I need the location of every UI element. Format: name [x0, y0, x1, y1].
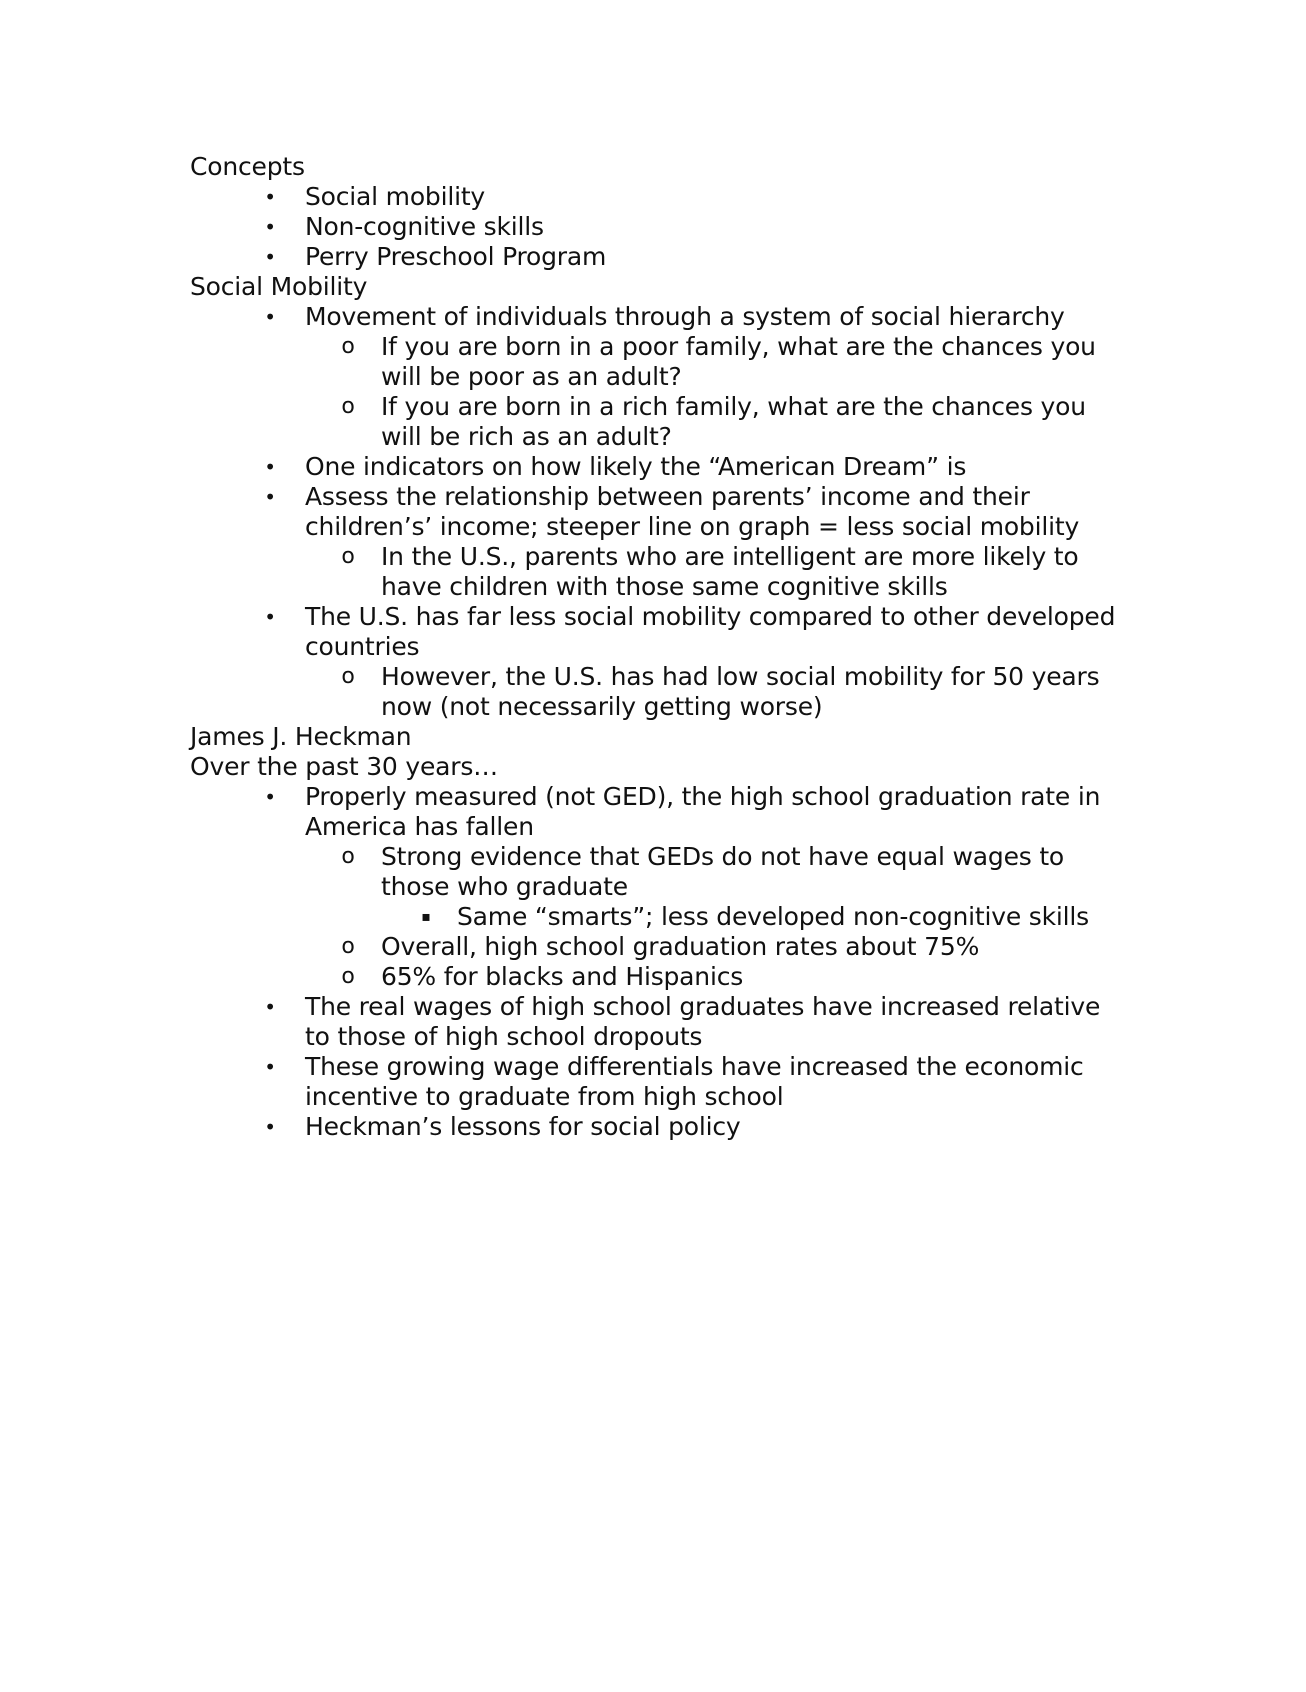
list-item-level-1 — [190, 1112, 1130, 1142]
list-item-text: Overall, high school graduation rates about 75% — [381, 932, 980, 961]
list-item-text: In the U.S., parents who are intelligent are more likely to have children with those same cognitive skills — [381, 542, 1079, 601]
list-item-text: Movement of individuals through a system of social hierarchy — [305, 302, 1065, 331]
list-item-text: Social mobility — [305, 182, 486, 211]
bullet-circle-icon: o — [341, 394, 355, 419]
list-item-level-1 — [190, 302, 1130, 332]
bullet-list — [190, 182, 1130, 272]
list-item-level-1 — [190, 482, 1130, 542]
bullet-circle-icon: o — [341, 334, 355, 359]
bullet-dot-icon: • — [264, 605, 276, 629]
bullet-list — [190, 302, 1130, 722]
list-item-text: Assess the relationship between parents’ income and their children’s’ income; steeper line on graph = less social mobility — [305, 482, 1080, 541]
list-item-text: Properly measured (not GED), the high school graduation rate in America has fallen — [305, 782, 1101, 841]
document-body — [190, 152, 1130, 1142]
bullet-dot-icon: • — [264, 995, 276, 1019]
bullet-dot-icon: • — [264, 455, 276, 479]
list-item-text: One indicators on how likely the “American Dream” is — [305, 452, 967, 481]
section-heading: Social Mobility — [190, 272, 368, 301]
list-item-level-2 — [190, 842, 1130, 902]
list-item-text: The real wages of high school graduates have increased relative to those of high school dropouts — [305, 992, 1101, 1051]
list-item-level-1 — [190, 182, 1130, 212]
bullet-list — [190, 782, 1130, 1142]
bullet-dot-icon: • — [264, 245, 276, 269]
list-item-level-1 — [190, 242, 1130, 272]
list-item-level-2 — [190, 932, 1130, 962]
list-item-level-1 — [190, 452, 1130, 482]
bullet-dot-icon: • — [264, 185, 276, 209]
list-item-text: Perry Preschool Program — [305, 242, 607, 271]
list-item-text: The U.S. has far less social mobility compared to other developed countries — [305, 602, 1116, 661]
bullet-dot-icon: • — [264, 785, 276, 809]
list-item-text: 65% for blacks and Hispanics — [381, 962, 744, 991]
list-item-level-1 — [190, 1052, 1130, 1112]
section-heading: Over the past 30 years… — [190, 752, 498, 781]
list-item-level-3 — [190, 902, 1130, 932]
list-item-level-1 — [190, 992, 1130, 1052]
list-item-level-1 — [190, 212, 1130, 242]
bullet-circle-icon: o — [341, 544, 355, 569]
list-item-level-1 — [190, 602, 1130, 662]
section-heading: Concepts — [190, 152, 305, 181]
list-item-level-2 — [190, 662, 1130, 722]
section-heading: James J. Heckman — [190, 722, 412, 751]
list-item-level-2 — [190, 962, 1130, 992]
bullet-dot-icon: • — [264, 1055, 276, 1079]
bullet-square-icon: ▪ — [421, 909, 431, 925]
bullet-dot-icon: • — [264, 305, 276, 329]
bullet-circle-icon: o — [341, 664, 355, 689]
bullet-dot-icon: • — [264, 1115, 276, 1139]
bullet-circle-icon: o — [341, 964, 355, 989]
bullet-dot-icon: • — [264, 485, 276, 509]
list-item-level-2 — [190, 392, 1130, 452]
list-item-text: Strong evidence that GEDs do not have equal wages to those who graduate — [381, 842, 1065, 901]
list-item-level-2 — [190, 332, 1130, 392]
list-item-text: These growing wage differentials have increased the economic incentive to graduate from high school — [305, 1052, 1084, 1111]
list-item-text: If you are born in a poor family, what are the chances you will be poor as an adult? — [381, 332, 1096, 391]
list-item-level-1 — [190, 782, 1130, 842]
list-item-text: If you are born in a rich family, what are the chances you will be rich as an adult? — [381, 392, 1086, 451]
list-item-text: However, the U.S. has had low social mobility for 50 years now (not necessarily getting worse) — [381, 662, 1100, 721]
list-item-text: Non-cognitive skills — [305, 212, 544, 241]
bullet-circle-icon: o — [341, 934, 355, 959]
list-item-level-2 — [190, 542, 1130, 602]
list-item-text: Same “smarts”; less developed non-cognitive skills — [457, 902, 1089, 931]
bullet-dot-icon: • — [264, 215, 276, 239]
list-item-text: Heckman’s lessons for social policy — [305, 1112, 741, 1141]
bullet-circle-icon: o — [341, 844, 355, 869]
